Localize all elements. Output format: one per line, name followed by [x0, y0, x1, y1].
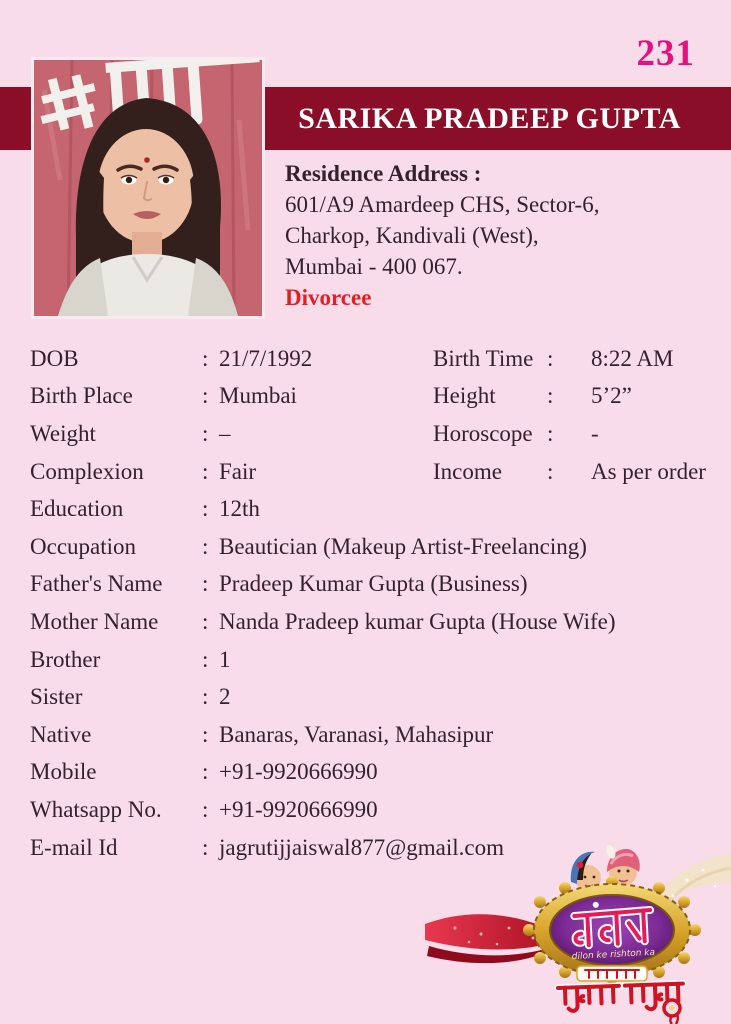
colon-separator: :: [202, 533, 209, 559]
colon-separator: :: [202, 571, 209, 597]
table-row: [30, 415, 725, 453]
portrait-illustration: [34, 60, 262, 316]
colon-separator: :: [202, 759, 209, 785]
whatsapp-number: +91-9920666990: [219, 796, 378, 822]
bandhan-logo-art: [425, 840, 731, 1024]
detail-label: Occupation: [30, 533, 137, 559]
detail-value: Beautician (Makeup Artist-Freelancing): [219, 533, 587, 559]
detail-label: Mobile: [30, 759, 97, 785]
table-row: [30, 340, 725, 378]
table-row: [30, 490, 725, 528]
colon-separator: :: [202, 420, 209, 446]
colon-separator: :: [202, 684, 209, 710]
table-row: [30, 603, 725, 641]
table-row: [30, 716, 725, 754]
detail-value: 21/7/1992: [219, 345, 313, 371]
address-heading: Residence Address :: [285, 161, 482, 186]
colon-separator: :: [202, 458, 209, 484]
detail-value: Fair: [219, 458, 257, 484]
email-address: jagrutijjaiswal877@gmail.com: [219, 834, 504, 860]
table-row: [30, 754, 725, 792]
detail-label: E-mail Id: [30, 834, 118, 860]
details-table: [30, 340, 725, 866]
colon-separator: :: [202, 796, 209, 822]
detail-value: Mumbai: [219, 383, 297, 409]
detail-value: –: [219, 420, 231, 446]
detail-label: Height: [433, 383, 496, 409]
bindi: [144, 157, 150, 163]
detail-label: Whatsapp No.: [30, 796, 162, 822]
detail-value: 12th: [219, 496, 260, 522]
colon-separator: :: [547, 383, 554, 409]
detail-label: DOB: [30, 345, 79, 371]
detail-value: Banaras, Varanasi, Mahasipur: [219, 721, 494, 747]
table-row: [30, 453, 725, 491]
table-row: [30, 641, 725, 679]
detail-label: Birth Time: [433, 345, 534, 371]
logo-tagline: dilon ke rishton ka: [571, 947, 656, 963]
profile-number: 231: [636, 33, 695, 74]
address-block: [285, 158, 725, 313]
detail-label: Weight: [30, 420, 96, 446]
colon-separator: :: [202, 834, 209, 860]
table-row: [30, 378, 725, 416]
colon-separator: :: [202, 383, 209, 409]
colon-separator: :: [202, 345, 209, 371]
bride-flower: [577, 862, 584, 869]
colon-separator: :: [547, 345, 554, 371]
detail-label: Father's Name: [30, 571, 163, 597]
table-row: [30, 566, 725, 604]
detail-value: 1: [219, 646, 231, 672]
address-line: Charkop, Kandivali (West),: [285, 223, 539, 248]
colon-separator: :: [202, 646, 209, 672]
colon-separator: :: [202, 721, 209, 747]
detail-value: 2: [219, 684, 231, 710]
detail-label: Income: [433, 458, 502, 484]
detail-label: Complexion: [30, 458, 144, 484]
detail-value: 5’2”: [591, 383, 632, 409]
detail-label: Education: [30, 496, 124, 522]
phone-number: +91-9920666990: [219, 759, 378, 785]
detail-label: Birth Place: [30, 383, 133, 409]
detail-value: Pradeep Kumar Gupta (Business): [219, 571, 528, 597]
detail-value: -: [591, 420, 599, 446]
colon-separator: :: [547, 458, 554, 484]
colon-separator: :: [202, 608, 209, 634]
detail-label: Native: [30, 721, 92, 747]
colon-separator: :: [547, 420, 554, 446]
detail-label: Horoscope: [433, 420, 533, 446]
detail-value: As per order: [591, 458, 706, 484]
detail-label: Sister: [30, 684, 83, 710]
table-row: [30, 678, 725, 716]
page-title: SARIKA PRADEEP GUPTA: [298, 101, 681, 135]
address-line: Mumbai - 400 067.: [285, 254, 463, 279]
marital-status: Divorcee: [285, 285, 372, 310]
yuvak-yuvati-banner: [577, 966, 647, 981]
address-line: 601/A9 Amardeep CHS, Sector-6,: [285, 192, 600, 217]
bandhan-logo: [425, 840, 731, 1024]
profile-photo: [31, 57, 265, 319]
table-row: [30, 791, 725, 829]
detail-label: Brother: [30, 646, 101, 672]
detail-value: 8:22 AM: [591, 345, 674, 371]
tassel-ornament: [664, 1000, 680, 1024]
detail-value: Nanda Pradeep kumar Gupta (House Wife): [219, 608, 616, 634]
colon-separator: :: [202, 496, 209, 522]
table-row: [30, 528, 725, 566]
detail-label: Mother Name: [30, 608, 159, 634]
